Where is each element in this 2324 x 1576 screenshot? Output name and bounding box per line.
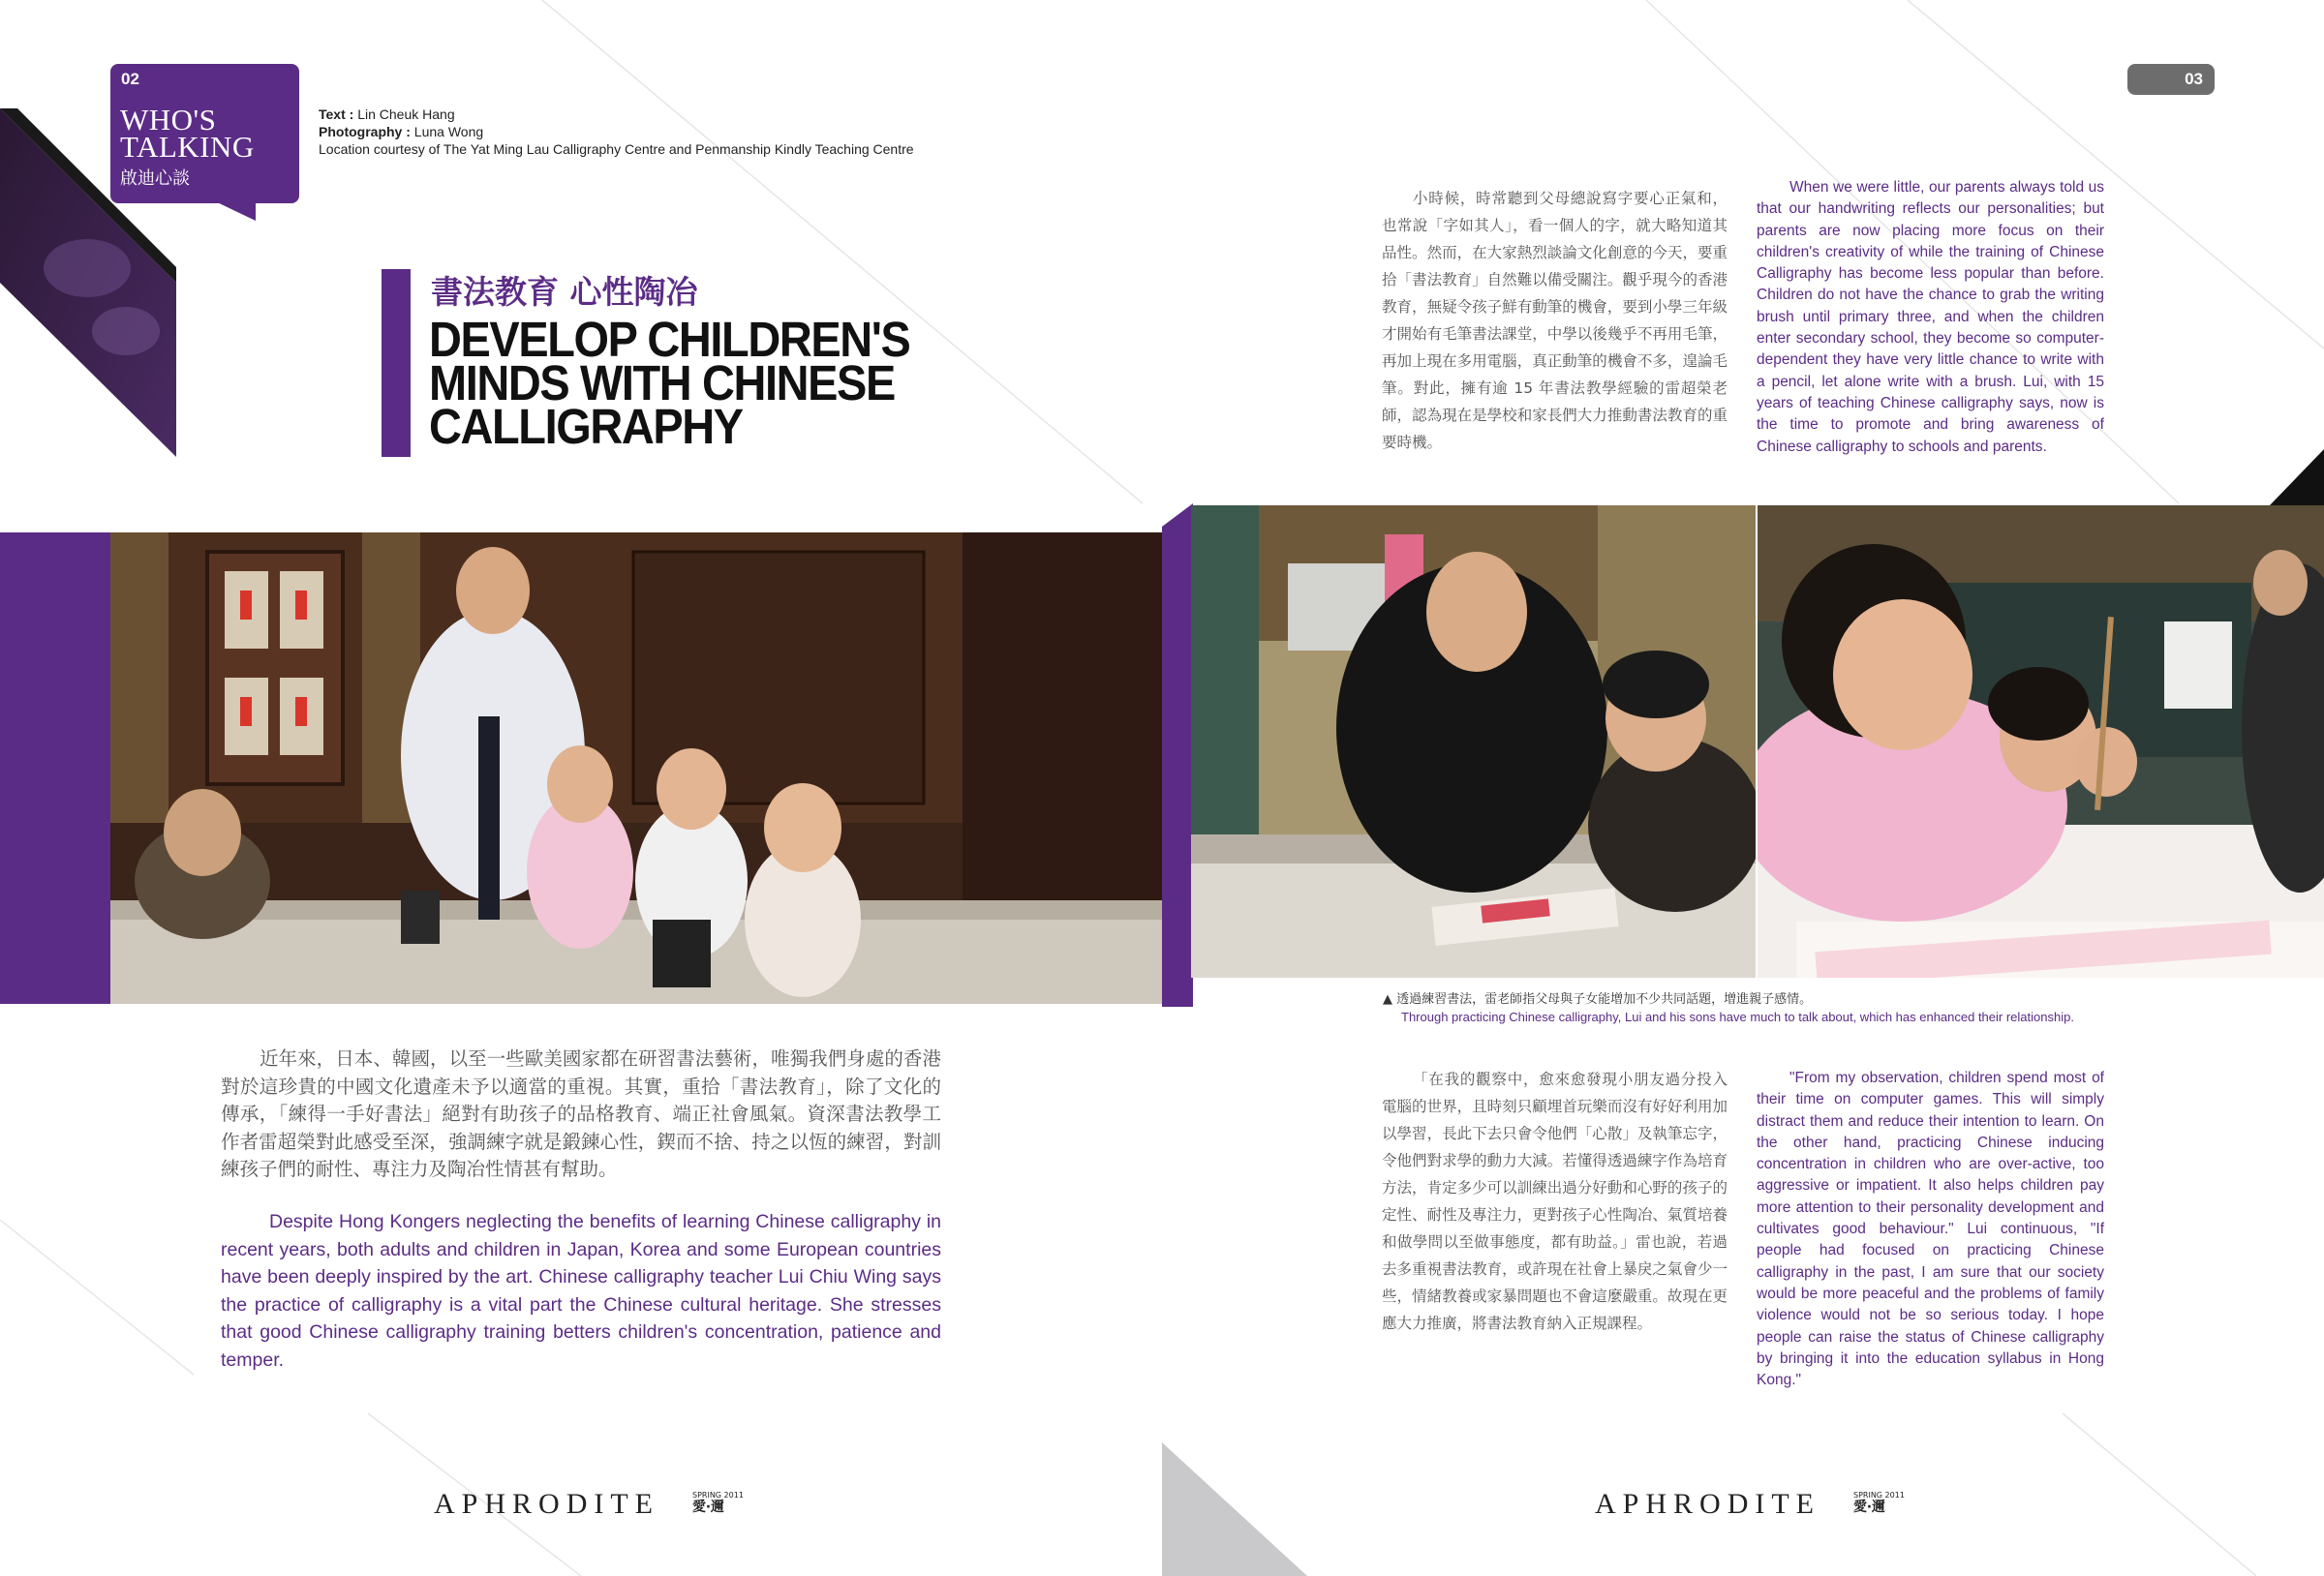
headline-accent-bar [382,269,411,457]
left-purple-band [0,532,110,1004]
brand-logo-left: APHRODITE [434,1488,659,1520]
badge-speech-tail [211,199,256,221]
intro-paragraph-zh: 近年來，日本、韓國，以至一些歐美國家都在研習書法藝術，唯獨我們身處的香港對於這珍貴的中國文化遺產未予以適當的重視。其實，重拾「書法教育」，除了文化的傳承，「練得一手好書法」絕對有助孩子的品格教育、端正社會風氣。資深書法教學工作者雷超榮對此感受至深，強調練字就是鍛鍊心性，鍥而不捨、持之以恆的練習，對訓練孩子們的耐性、專注力及陶冶性情甚有幫助。 [221,1047,941,1180]
body-zh-column-1: 小時候，時常聽到父母總說寫字要心正氣和，也常說「字如其人」，看一個人的字，就大略知道其品性。然而，在大家熱烈談論文化創意的今天，要重拾「書法教育」自然難以備受關注。觀乎現今的香港教育，無疑令孩子鮮有動筆的機會，要到小學三年級才開始有毛筆書法課堂，中學以後幾乎不再用毛筆，再加上現在多用電腦，真正動筆的機會不多，遑論毛筆。對此，擁有逾 15 年書法教學經驗的雷超榮老師，認為現在是學校和家長們大力推動書法教育的重要時機。 [1382,190,1728,451]
caption-en: Through practicing Chinese calligraphy, Lui and his sons have much to talk about, which has enhanced their relationship. [1401,1010,2074,1024]
photo-teacher-with-children [110,532,1162,1004]
badge-subtitle-zh: 啟迪心談 [120,168,190,189]
credits-block: Text : Lin Cheuk Hang Photography : Luna Wong Location courtesy of The Yat Ming Lau Calligraphy Centre and Penmanship Kindly Teaching Centre [319,106,914,157]
page-number-left: 02 [121,70,139,88]
photo-teacher-guiding-boy [1191,505,1756,978]
headline-en: DEVELOP CHILDREN'S MINDS WITH CHINESE CALLIGRAPHY [429,312,910,454]
brand-issue-left: SPRING 2011 愛‧邇 [692,1491,744,1515]
photo-caption [1383,991,2119,1026]
headline-zh: 書法教育 心性陶冶 [431,273,698,311]
section-badge [110,64,299,203]
caption-zh: ▲ 透過練習書法，雷老師指父母與子女能增加不少共同話題，增進親子感情。 [1383,992,1813,1007]
credit-text-author: Lin Cheuk Hang [357,106,455,122]
brand-logo-right: APHRODITE [1595,1488,1820,1520]
body-en-column-1: When we were little, our parents always told us that our handwriting reflects our personalities; but parents are now placing more focus on their children's creativity of while the training of Chinese Calligraphy has become less popular than before. Children do not have the chance to grab the writing brush until primary three, and when the children enter secondary school, they become so computer-dependent they have very little chance to write with a pencil, let alone write with a brush. Lui, with 15 years of teaching Chinese calligraphy says, now is the time to promote and bring awareness of Chinese calligraphy to schools and parents. [1757,179,2104,455]
page-number-right: 03 [2127,64,2215,95]
intro-paragraph-en: Despite Hong Kongers neglecting the benefits of learning Chinese calligraphy in recent years, both adults and children in Japan, Korea and some European countries have been deeply inspired by the art. Chinese calligraphy teacher Lui Chiu Wing says the practice of calligraphy is a vital part the Chinese cultural heritage. She stresses that good Chinese calligraphy training betters children's concentration, patience and temper. [221,1211,941,1371]
corner-triangle-gray [1162,1442,1307,1576]
corner-triangle-right [2270,449,2324,505]
body-en-column-2: "From my observation, children spend most of their time on computer games. This will simply distract them and reduce their intention to learn. On the other hand, practicing Chinese inducing concentration in children who are over-active, too aggressive or impatient. It also helps children pay more attention to their personality development and cultivates good behaviour." Lui continuous, "If people had focused on practicing Chinese calligraphy in the past, I am sure that our society would be more peaceful and the problems of family violence would not be so serious today. I hope people can raise the status of Chinese calligraphy by bringing it into the education syllabus in Hong Kong." [1757,1070,2104,1389]
badge-title: WHO'S TALKING [120,103,255,164]
brand-issue-right: SPRING 2011 愛‧邇 [1853,1491,1905,1515]
credit-photographer: Luna Wong [413,124,484,139]
gutter-purple-accent [1162,503,1193,1007]
body-zh-column-2: 「在我的觀察中，愈來愈發現小朋友過分投入電腦的世界，且時刻只顧埋首玩樂而沒有好好利用加以學習，長此下去只會令他們「心散」及執筆忘字，令他們對求學的動力大減。若懂得透過練字作為培育方法，肯定多少可以訓練出過分好動和心野的孩子的定性、耐性及專注力，更對孩子心性陶冶、氣質培養和做學問以至做事態度，都有助益。」雷也說，若過去多重視書法教育，或許現在社會上暴戾之氣會少一些，情緒教養或家暴問題也不會這麼嚴重。故現在更應大力推廣，將書法教育納入正規課程。 [1382,1071,1728,1332]
photo-girls-writing [1758,505,2324,978]
credit-location: Location courtesy of The Yat Ming Lau Calligraphy Centre and Penmanship Kindly Teaching Centre [319,141,914,157]
